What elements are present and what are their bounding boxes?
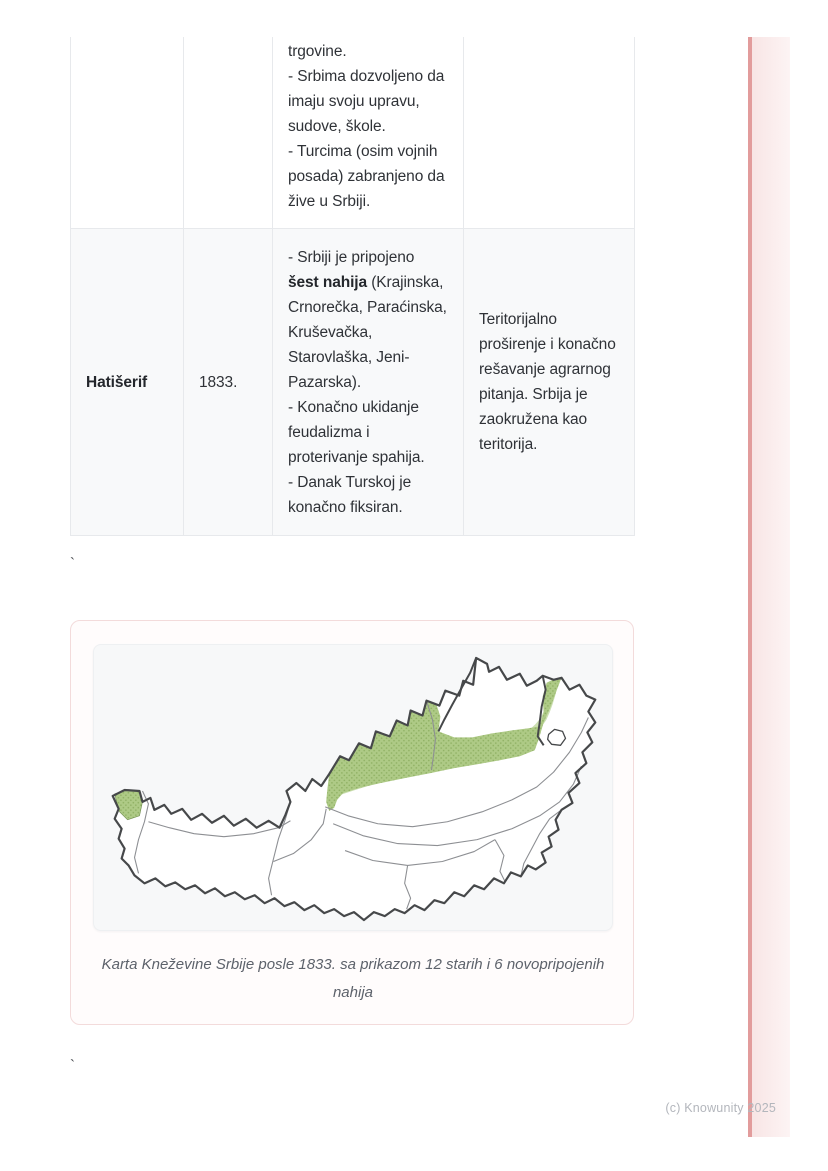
footer-credit: (c) Knowunity 2025	[665, 1101, 776, 1115]
detail-paragraph	[288, 470, 448, 520]
term-cell	[71, 37, 184, 229]
detail-text: (Krajinska, Crnorečka, Paraćinska, Kruševačka, Starovlaška, Jeni-Pazarska).	[288, 273, 447, 391]
details-cell	[273, 229, 464, 536]
detail-paragraph	[288, 245, 448, 395]
detail-text: trgovine.	[288, 43, 347, 60]
stray-tick-mark: `	[70, 1057, 75, 1074]
outline-map	[94, 645, 612, 930]
detail-paragraph	[288, 39, 448, 64]
page-side-stripe	[748, 37, 790, 1137]
figure-caption: Karta Kneževine Srbije posle 1833. sa prikazom 12 starih i 6 novopripojenih nahija	[101, 956, 605, 1001]
map-figure-card	[70, 620, 634, 1025]
table-row	[71, 37, 635, 229]
stray-tick-mark: `	[70, 555, 75, 572]
year-cell: 1833.	[184, 229, 273, 536]
details-cell	[273, 37, 464, 229]
detail-text: - Konačno ukidanje feudalizma i proterivanje spahija.	[288, 398, 425, 466]
detail-paragraph	[288, 64, 448, 139]
significance-cell: Teritorijalno proširenje i konačno rešavanje agrarnog pitanja. Srbija je zaokružena kao teritorija.	[464, 229, 635, 536]
detail-text: - Danak Turskoj je konačno fiksiran.	[288, 473, 412, 516]
history-table	[70, 37, 635, 536]
detail-paragraph	[288, 395, 448, 470]
significance-cell	[464, 37, 635, 229]
map-image-container	[93, 644, 613, 931]
detail-text: - Turcima (osim vojnih posada) zabranjeno da žive u Srbiji.	[288, 143, 445, 210]
term-cell: Hatišerif	[71, 229, 184, 536]
detail-text-bold: šest nahija	[288, 273, 368, 291]
detail-paragraph	[288, 139, 448, 214]
table-row	[71, 229, 635, 536]
year-cell	[184, 37, 273, 229]
detail-text: - Srbiji je pripojeno	[288, 248, 415, 266]
detail-text: - Srbima dozvoljeno da imaju svoju upravu, sudove, škole.	[288, 68, 445, 135]
